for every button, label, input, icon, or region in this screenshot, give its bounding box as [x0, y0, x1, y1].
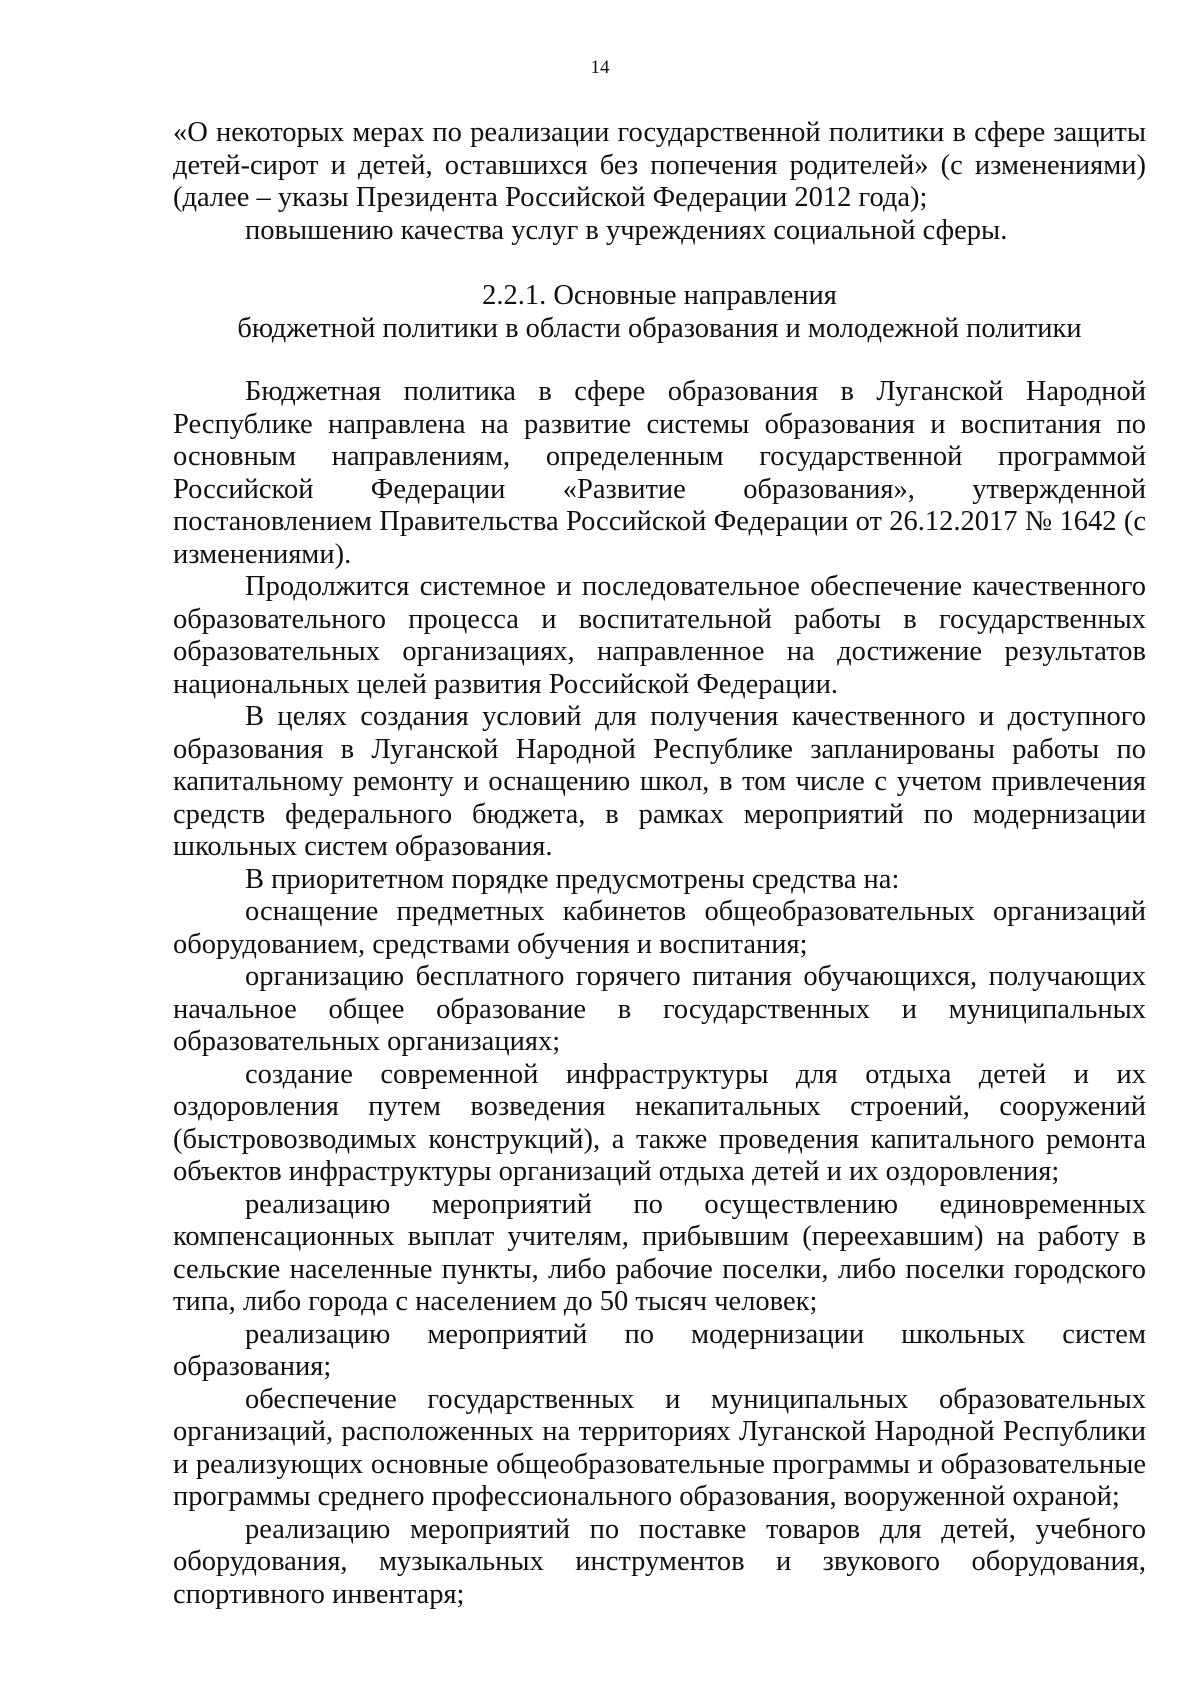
paragraph-3: В целях создания условий для получения качественного и доступного образования в Луганской Народной Республике запланированы работы по капитальному ремонту и оснащению школ, в том числе с учетом привлечения средств федерального бюджета, в рамках мероприятий по модернизации школьных систем образования.: [173, 701, 1146, 862]
list-item-1: оснащение предметных кабинетов общеобразовательных организаций оборудованием, средствами обучения и воспитания;: [173, 896, 1146, 960]
intro-paragraph-2: повышению качества услуг в учреждениях социальной сферы.: [245, 214, 1008, 246]
intro-text-block: [173, 117, 1146, 247]
list-item-5: реализацию мероприятий по модернизации школьных систем образования;: [173, 1318, 1146, 1382]
page-number: 14: [590, 57, 610, 78]
list-item-2: организацию бесплатного горячего питания обучающихся, получающих начальное общее образование в государственных и муниципальных образовательных организациях;: [173, 961, 1146, 1057]
paragraph-4: В приоритетном порядке предусмотрены средства на:: [245, 863, 900, 895]
list-item-3: создание современной инфраструктуры для отдыха детей и их оздоровления путем возведения некапитальных строений, сооружений (быстровозводимых конструкций), а также проведения капитального ремонта объектов инфраструктуры организаций отдыха детей и их оздоровления;: [173, 1058, 1146, 1187]
paragraph-1: Бюджетная политика в сфере образования в Луганской Народной Республике направлена на развитие системы образования и воспитания по основным направлениям, определенным государственной программой Российской Федерации «Развитие образования», утвержденной постановлением Правительства Российской Федерации от 26.12.2017 № 1642 (с изменениями).: [173, 376, 1146, 570]
section-heading-line-2: бюджетной политики в области образования и молодежной политики: [237, 313, 1082, 344]
list-item-6: обеспечение государственных и муниципальных образовательных организаций, расположенных на территориях Луганской Народной Республики и реализующих основные общеобразовательные программы и образовательные программы среднего профессионального образования, вооруженной охраной;: [173, 1383, 1146, 1512]
section-heading: [173, 279, 1146, 345]
list-item-7: реализацию мероприятий по поставке товаров для детей, учебного оборудования, музыкальных инструментов и звукового оборудования, спортивного инвентаря;: [173, 1513, 1146, 1610]
intro-paragraph-1: «О некоторых мерах по реализации государственной политики в сфере защиты детей-сирот и детей, оставшихся без попечения родителей» (с изменениями) (далее – указы Президента Российской Федерации 2012 года);: [173, 117, 1146, 213]
paragraph-2: Продолжится системное и последовательное обеспечение качественного образовательного процесса и воспитательной работы в государственных образовательных организациях, направленное на достижение результатов национальных целей развития Российской Федерации.: [173, 571, 1146, 700]
section-body: [173, 376, 1146, 1611]
section-heading-line-1: 2.2.1. Основные направления: [482, 280, 837, 311]
list-item-4: реализацию мероприятий по осуществлению единовременных компенсационных выплат учителям, прибывшим (переехавшим) на работу в сельские населенные пункты, либо рабочие поселки, либо поселки городского типа, либо города с населением до 50 тысяч человек;: [173, 1188, 1146, 1317]
